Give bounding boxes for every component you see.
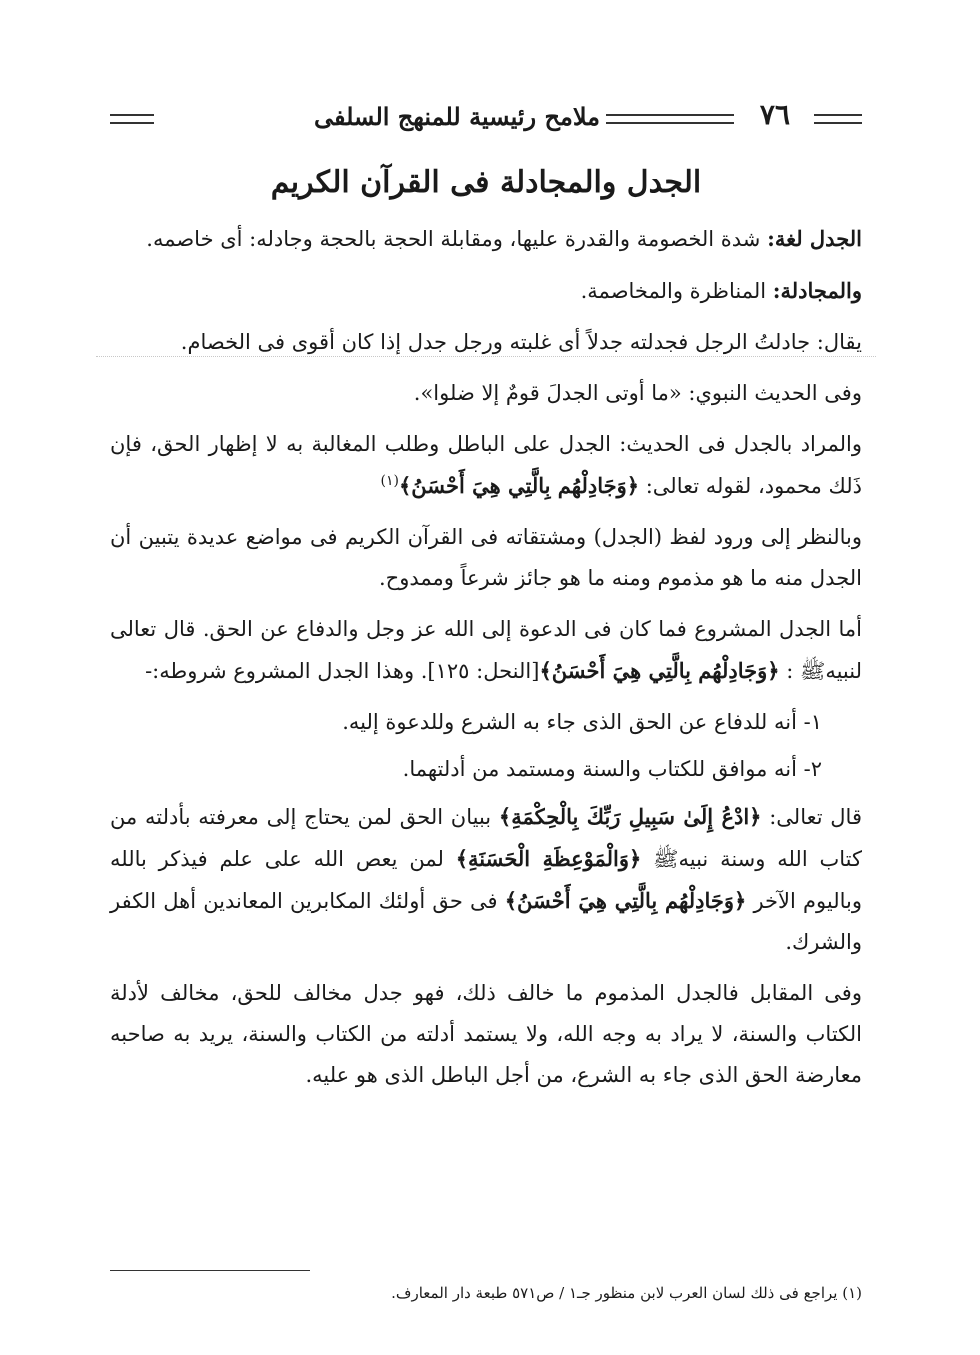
- condition-item-2: ٢- أنه موافق للكتاب والسنة ومستمد من أدلتهما.: [402, 757, 822, 781]
- paragraph-usage: يقال: جادلتُ الرجل فجدلته جدلاً أى غلبته ورجل جدل إذا كان أقوى فى الخصام.: [180, 330, 862, 354]
- chapter-title: الجدل والمجادلة فى القرآن الكريم: [270, 165, 702, 200]
- footnote: (١) يراجع فى ذلك لسان العرب لابن منظور جـ١ / ص٥٧١ طبعة دار المعارف.: [391, 1284, 862, 1302]
- paragraph-meaning: [110, 424, 862, 507]
- footnote-separator: [110, 1270, 310, 1271]
- paragraph-blameworthy-jadal: وفى المقابل فالجدل المذموم ما خالف ذلك، فهو جدل مخالف للحق، مخالف لأدلة الكتاب والسنة، لا يراد به وجه الله، ولا يستمد أدلته من الكتاب والسنة، يريد به صاحبه معارضة الحق الذى جاء به الشرع، من أجل الباطل الذى هو عليه.: [110, 981, 862, 1087]
- page-number: ٧٦: [759, 98, 790, 131]
- book-page: [110, 90, 862, 1320]
- quran-verse: ﴿وَجَادِلْهُم بِالَّتِي هِيَ أَحْسَنُ﴾: [504, 888, 747, 913]
- paragraph-text: فى حق أولئك المكابرين المعاندين أهل الكفر والشرك.: [110, 889, 862, 954]
- paragraph-text: لمن يعص الله على علم فيذكر بالله وباليوم الآخر: [110, 847, 862, 913]
- quran-verse: ﴿ادْعُ إِلَىٰ سَبِيلِ رَبِّكَ بِالْحِكْمَةِ﴾: [498, 804, 762, 829]
- header-rule-middle: [606, 114, 734, 124]
- term-jadal: الجدل لغة:: [767, 226, 862, 251]
- footnote-reference[interactable]: (١): [380, 473, 399, 489]
- paragraph-definition-mujadala: [110, 270, 862, 312]
- term-mujadala: والمجادلة:: [772, 278, 862, 303]
- header-rule-right: [814, 114, 862, 124]
- paragraph-text: ببيان الحق لمن يحتاج إلى معرفته بأدلته من كتاب الله وسنة نبيهﷺ: [110, 805, 862, 871]
- paragraph-text: [النحل: ١٢٥]. وهذا الجدل المشروع شروطه:-: [145, 659, 540, 683]
- paragraph-definition-jadal: [110, 218, 862, 260]
- quran-verse: ﴿وَجَادِلْهُم بِالَّتِي هِيَ أَحْسَنُ﴾: [539, 658, 780, 683]
- header-rule-left: [110, 114, 154, 124]
- paragraph-text: قال تعالى:: [761, 805, 862, 829]
- paragraph-text: والمراد بالجدل فى الحديث: الجدل على الباطل وطلب المغالبة به لا إظهار الحق، فإن ذَلك محمود، لقوله تعالى:: [110, 432, 862, 498]
- quran-verse: ﴿وَجَادِلْهُم بِالَّتِي هِيَ أَحْسَنُ﴾: [398, 473, 640, 498]
- running-header: [110, 98, 862, 138]
- paragraph-text: شدة الخصومة والقدرة عليها، ومقابلة الحجة بالحجة وجادله: أى خاصمه.: [146, 227, 768, 251]
- body-text: [110, 218, 862, 1106]
- paragraph-lawful-jadal: [110, 609, 862, 692]
- paragraph-verse-commentary: [110, 796, 862, 963]
- paragraph-text: المناظرة والمخاصمة.: [580, 279, 773, 303]
- paragraph-occurrences: وبالنظر إلى ورود لفظ (الجدل) ومشتقاته فى القرآن الكريم فى مواضع عديدة يتبين أن الجدل منه ما هو مذموم ومنه ما هو جائز شرعاً وممدوح.: [110, 525, 862, 590]
- running-header-title: ملامح رئيسية للمنهج السلفى: [313, 102, 600, 131]
- quran-verse: ﴿وَالْمَوْعِظَةِ الْحَسَنَةِ﴾: [455, 846, 642, 871]
- condition-item-1: ١- أنه للدفاع عن الحق الذى جاء به الشرع وللدعوة إليه.: [342, 710, 822, 734]
- paragraph-hadith: وفى الحديث النبوي: «ما أوتى الجدلَ قومٌ إلا ضلوا».: [413, 381, 862, 405]
- paragraph-text: أما الجدل المشروع فما كان فى الدعوة إلى الله عز وجل والدفاع عن الحق. قال تعالى لنبيهﷺ :: [110, 617, 862, 683]
